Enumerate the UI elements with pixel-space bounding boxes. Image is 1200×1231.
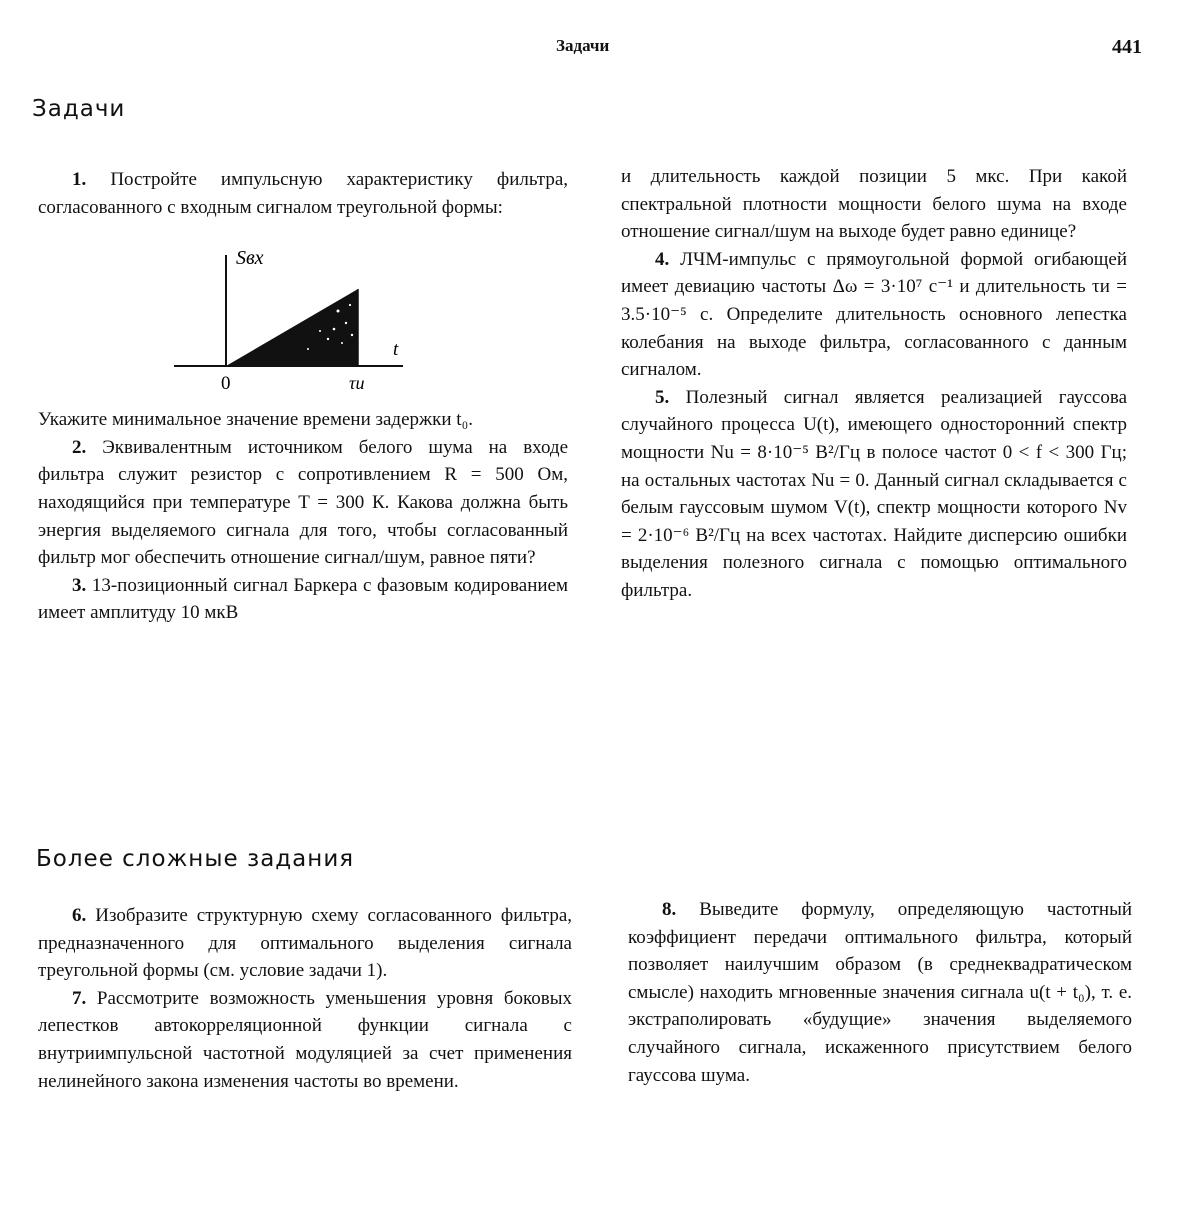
problem-8-number: 8.	[662, 899, 677, 920]
problem-7-number: 7.	[72, 987, 87, 1009]
right-column-bottom	[628, 896, 1132, 1089]
section-heading-advanced: Более сложные задания	[36, 846, 355, 872]
problem-6-number: 6.	[72, 905, 87, 926]
triangle-signal-shape	[226, 289, 358, 366]
triangle-signal-plot	[38, 231, 568, 406]
problem-1-continuation: Укажите минимальное значение времени задержки t₀.	[38, 409, 473, 431]
running-head	[0, 36, 1200, 60]
running-title: Задачи	[556, 36, 610, 55]
problem-2-number: 2.	[72, 436, 87, 458]
problem-6	[38, 902, 572, 985]
section-heading-problems: Задачи	[32, 96, 126, 122]
triangle-signal-figure	[38, 231, 568, 406]
origin-label: 0	[221, 373, 231, 395]
problem-4	[621, 246, 1127, 384]
page-number: 441	[1112, 36, 1142, 58]
problem-2	[38, 434, 568, 572]
problem-8-text: Выведите формулу, определяющую частотный коэффициент передачи оптимального фильтра, который позволяет наилучшим образом (в среднеквадратическом смысле) находить мгновенные значения сигнала u(t + t₀), т. е. экстраполировать «будущие» значения выделяемого случайного сигнала, искаженного присутствием белого гауссова шума.	[628, 899, 1133, 1086]
left-column-bottom	[38, 902, 572, 1095]
problem-3-number: 3.	[72, 574, 87, 596]
problem-8	[628, 896, 1132, 1089]
problem-5	[621, 384, 1127, 605]
problem-5-text: Полезный сигнал является реализацией гауссова случайного процесса U(t), имеющего односторонний спектр мощности Nu = 8·10⁻⁵ В²/Гц в полосе частот 0 < f < 300 Гц; на остальных частотах Nu = 0. Данный сигнал складывается с белым гауссовым шумом V(t), спектр мощности которого Nv = 2·10⁻⁶ В²/Гц на всех частотах. Найдите дисперсию ошибки выделения полезного сигнала с помощью оптимального фильтра.	[621, 386, 1128, 601]
problem-2-text: Эквивалентным источником белого шума на входе фильтра служит резистор с сопротивлением R = 500 Ом, находящийся при температуре T = 300 К. Какова должна быть энергия выделяемого сигнала для того, чтобы согласованный фильтр мог обеспечить отношение сигнал/шум, равное пяти?	[38, 436, 569, 569]
problem-4-number: 4.	[655, 248, 670, 270]
right-column-top	[621, 163, 1127, 605]
tau-tick-label: τи	[349, 373, 365, 394]
problem-3-continuation: и длительность каждой позиции 5 мкс. При какой спектральной плотности мощности белого шума на входе отношение сигнал/шум на выходе будет равно единице?	[621, 166, 1127, 243]
problem-6-text: Изобразите структурную схему согласованного фильтра, предназначенного для оптимального выделения сигнала треугольной формы (см. условие задачи 1).	[38, 905, 572, 982]
problem-1	[38, 166, 568, 221]
problem-7-text: Рассмотрите возможность уменьшения уровня боковых лепестков автокорреляционной функции сигнала с внутриимпульсной частотной модуляцией за счет применения нелинейного закона изменения частоты во времени.	[38, 987, 573, 1092]
problem-5-number: 5.	[655, 386, 670, 408]
problem-7	[38, 985, 572, 1095]
problem-3	[38, 572, 568, 627]
x-axis-label: t	[393, 339, 399, 361]
problem-4-text: ЛЧМ-импульс с прямоугольной формой огибающей имеет девиацию частоты Δω = 3·10⁷ с⁻¹ и длительность τи = 3.5·10⁻⁵ с. Определите длительность основного лепестка колебания на выходе фильтра, согласованного с данным сигналом.	[621, 248, 1127, 381]
problem-1-number: 1.	[72, 169, 87, 190]
problem-3-text: 13-позиционный сигнал Баркера с фазовым кодированием имеет амплитуду 10 мкВ	[38, 574, 569, 624]
y-axis-label: Sвх	[236, 247, 264, 270]
left-column-top	[38, 166, 568, 627]
problem-1-text: Постройте импульсную характеристику фильтра, согласованного с входным сигналом треугольной формы:	[38, 169, 568, 218]
